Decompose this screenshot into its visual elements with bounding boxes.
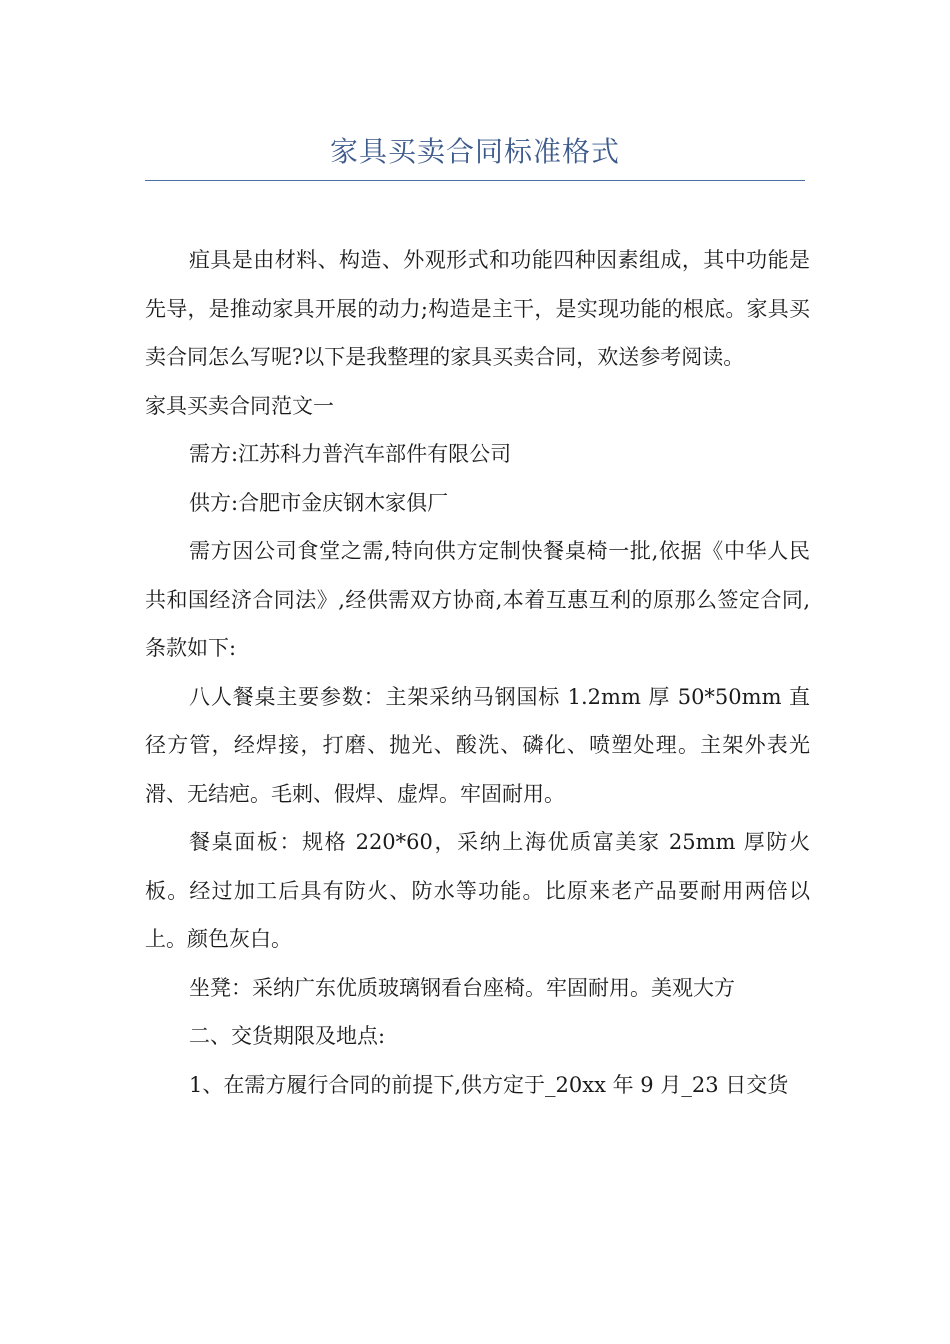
document-title: 家具买卖合同标准格式 — [329, 135, 620, 168]
document-body — [145, 236, 810, 1109]
paragraph-intro: 疽具是由材料、构造、外观形式和功能四种因素组成，其中功能是先导，是推动家具开展的动力;构造是主干，是实现功能的根底。家具买卖合同怎么写呢?以下是我整理的家具买卖合同，欢送参考阅读。 — [145, 248, 810, 369]
paragraph-delivery-heading: 二、交货期限及地点: — [189, 1024, 386, 1048]
paragraph-tabletop-specs: 餐桌面板：规格 220*60，采纳上海优质富美家 25mm 厚防火板。经过加工后具有防火、防水等功能。比原来老产品要耐用两倍以上。颜色灰白。 — [145, 830, 810, 951]
paragraph-stool-specs: 坐凳：采纳广东优质玻璃钢看台座椅。牢固耐用。美观大方 — [189, 975, 735, 1000]
paragraph-delivery-date: 1、在需方履行合同的前提下,供方定于_20xx 年 9 月_23 日交货 — [189, 1072, 789, 1097]
paragraph-supplier: 供方:合肥市金庆钢木家俱厂 — [189, 490, 449, 515]
paragraph-buyer: 需方:江苏科力普汽车部件有限公司 — [189, 442, 512, 466]
paragraph-preamble: 需方因公司食堂之需,特向供方定制快餐桌椅一批,依据《中华人民共和国经济合同法》,经供需双方协商,本着互惠互利的原那么签定合同,条款如下: — [145, 539, 810, 660]
paragraph-table-specs: 八人餐桌主要参数：主架采纳马钢国标 1.2mm 厚 50*50mm 直径方管，经焊接，打磨、抛光、酸洗、磷化、喷塑处理。主架外表光滑、无结疤。毛刺、假焊、虚焊。牢固耐用。 — [145, 684, 810, 806]
title-underline — [145, 180, 805, 181]
paragraph-section-heading: 家具买卖合同范文一 — [145, 393, 334, 418]
